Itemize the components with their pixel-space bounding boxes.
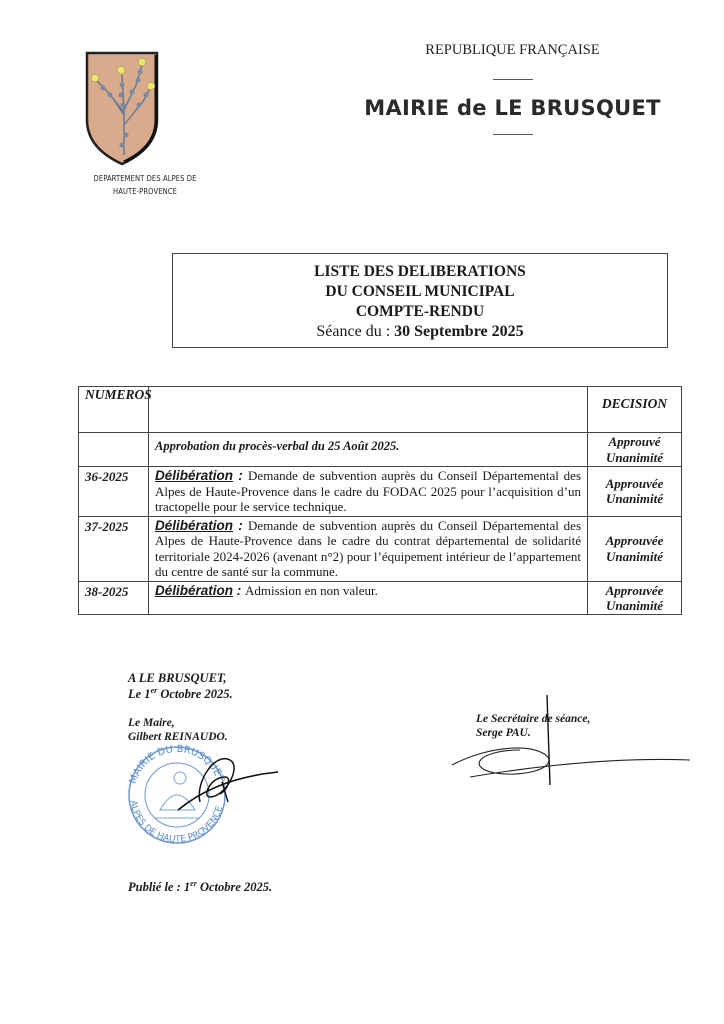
row-text [149,516,588,581]
signing-date [128,686,233,702]
publie-sup: er [190,878,197,888]
maire-signature-icon [170,742,280,822]
decision-vote: Unanimité [605,548,664,564]
secretaire-signature-icon [450,695,690,785]
svg-text:ALPES DE HAUTE PROVENCE: ALPES DE HAUTE PROVENCE [127,799,226,845]
seance-date-value: 30 Septembre 2025 [394,323,524,340]
date-prefix: Le 1 [128,687,151,701]
maire-name: Gilbert REINAUDO. [128,731,228,743]
row-numero: 36-2025 [79,467,149,517]
publication-date [128,880,272,895]
deliberation-label: Délibération [155,582,234,598]
mairie-title: MAIRIE de LE BRUSQUET [364,96,661,120]
department-caption-line1: DEPARTEMENT DES ALPES DE [93,174,197,183]
seance-label: Séance du : [316,323,395,340]
decision-vote: Unanimité [605,491,664,507]
header-decision: DECISION [588,387,682,433]
header-objet [149,387,588,433]
title-line2: DU CONSEIL MUNICIPAL [325,283,515,300]
row-numero [79,433,149,467]
table-row [79,581,682,614]
place: A LE BRUSQUET, [128,671,227,685]
divider [493,134,533,135]
svg-text:MAIRIE DU BRUSQUET: MAIRIE DU BRUSQUET [127,743,226,786]
place-and-date [128,670,233,702]
title-line3: COMPTE-RENDU [355,303,485,320]
department-caption [81,172,209,198]
republic-heading: REPUBLIQUE FRANÇAISE [425,42,600,58]
decision-status: Approuvé [608,434,661,449]
table-row [79,516,682,581]
row-decision [588,516,682,581]
title-box [172,253,668,348]
table-header-row [79,387,682,433]
table-row [79,433,682,467]
deliberation-text: Demande de subvention auprès du Conseil Départemental des Alpes de Haute-Provence dans le cadre du FODAC 2025 pour l’acquisition d’un tractopelle pour le service technique. [155,468,581,514]
publie-prefix: Publié le : 1 [128,880,191,894]
maire-title: Le Maire, [128,717,175,729]
deliberation-text: Demande de subvention auprès du Conseil Départemental des Alpes de Haute-Provence dans le cadre du contrat départemental de solidarité territoriale 2024-2026 (avenant n°2) pour l’équipement intérieur de l’appartement du centre de santé sur la commune. [155,517,581,579]
row-decision [588,581,682,614]
row-text [149,467,588,517]
deliberations-table [78,386,682,615]
title-line1: LISTE DES DELIBERATIONS [314,263,526,280]
row-numero: 38-2025 [79,581,149,614]
department-caption-line2: HAUTE-PROVENCE [113,187,177,196]
deliberation-label: Délibération [155,517,234,533]
colon: : [233,468,249,483]
row-numero: 37-2025 [79,516,149,581]
date-suffix: Octobre 2025. [157,687,233,701]
seance-date [173,322,667,342]
decision-status: Approuvée [605,582,664,598]
row-text [149,433,588,467]
row-decision [588,433,682,467]
secretaire-name: Serge PAU. [476,727,531,739]
secretaire-title: Le Secrétaire de séance, [476,713,591,725]
coat-of-arms-icon [84,50,160,166]
divider [493,79,533,80]
table-row [79,467,682,517]
decision-status: Approuvée [605,533,664,548]
header-numeros: NUMEROS [79,387,149,433]
date-sup: er [150,685,158,695]
decision-vote: Unanimité [605,449,664,465]
deliberation-text: Admission en non valeur. [245,582,378,598]
colon: : [233,517,249,533]
row-text [149,581,588,614]
row-decision [588,467,682,517]
colon: : [233,582,246,598]
decision-vote: Unanimité [605,598,664,613]
deliberation-label: Délibération [155,468,234,483]
decision-status: Approuvée [605,475,664,491]
publie-suffix: Octobre 2025. [196,880,273,894]
approval-text: Approbation du procès-verbal du 25 Août 2025. [155,439,400,453]
